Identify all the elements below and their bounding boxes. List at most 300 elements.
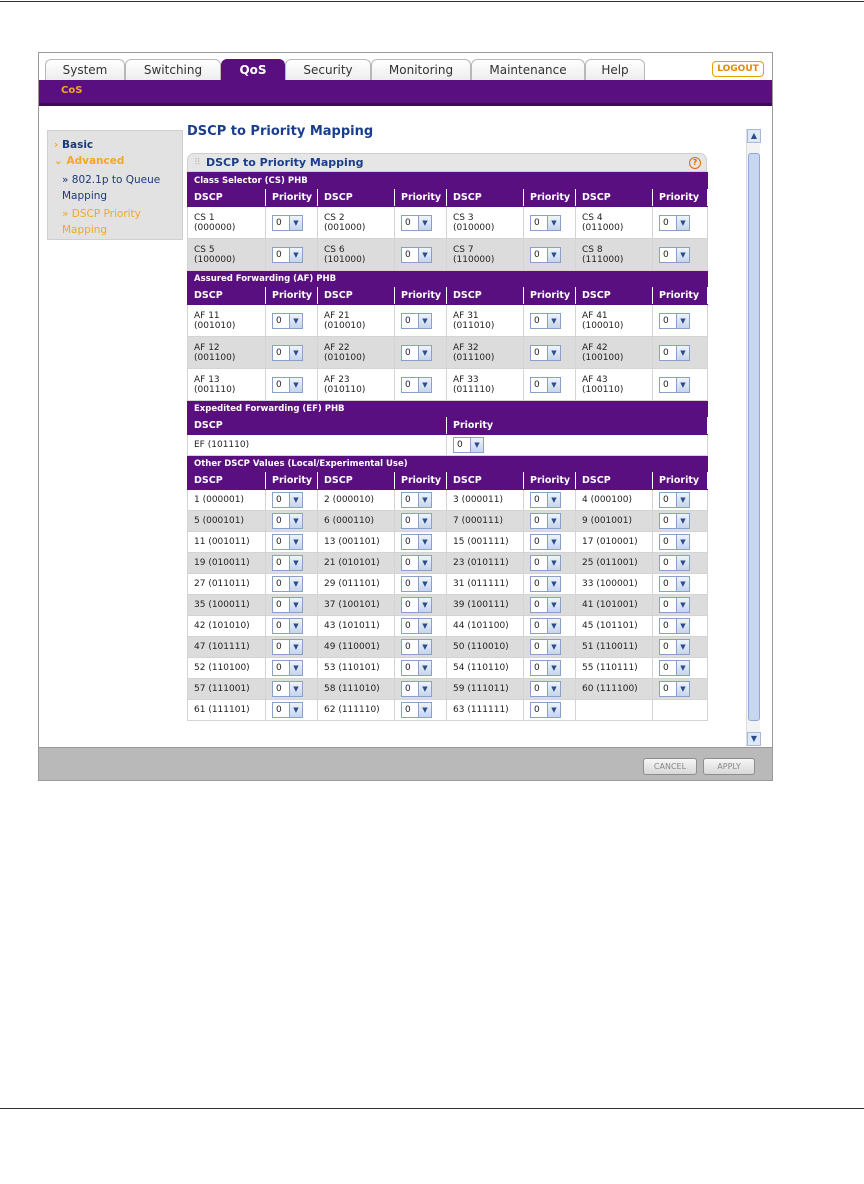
- dscp-cell: 29 (011101): [318, 574, 395, 595]
- table-row: [188, 616, 708, 637]
- dscp-column-header: DSCP: [576, 472, 653, 490]
- priority-cell: [395, 637, 447, 658]
- chevron-down-icon: ⌄: [54, 155, 67, 167]
- priority-select[interactable]: [401, 597, 432, 613]
- priority-cell: [266, 207, 318, 239]
- priority-cell: [653, 511, 708, 532]
- sidebar-item-8021p-queue-mapping[interactable]: » 802.1p to Queue Mapping: [62, 174, 161, 202]
- dscp-name: CS 1: [194, 212, 215, 223]
- dscp-cell: 19 (010011): [188, 553, 266, 574]
- priority-column-header: Priority: [266, 472, 318, 490]
- priority-cell: [266, 239, 318, 271]
- chevron-down-icon: ▼: [676, 682, 689, 696]
- section-title: Class Selector (CS) PHB: [188, 173, 708, 189]
- chevron-down-icon: ▼: [547, 577, 560, 591]
- dscp-cell: 33 (100001): [576, 574, 653, 595]
- priority-select[interactable]: [530, 377, 561, 393]
- priority-select[interactable]: [530, 345, 561, 361]
- dscp-binary: (100110): [582, 384, 624, 395]
- chevron-down-icon: ▼: [418, 248, 431, 262]
- table-row: [188, 490, 708, 511]
- priority-cell: [524, 700, 576, 721]
- priority-value: 0: [405, 558, 411, 568]
- priority-select[interactable]: [401, 215, 432, 231]
- dscp-cell: [447, 305, 524, 337]
- priority-select[interactable]: [659, 247, 690, 263]
- priority-value: 0: [276, 379, 282, 390]
- page-top-rule: [0, 1, 864, 2]
- chevron-down-icon: ▼: [676, 314, 689, 328]
- priority-select[interactable]: [272, 702, 303, 718]
- dscp-cell: 62 (111110): [318, 700, 395, 721]
- priority-column-header: Priority: [395, 189, 447, 207]
- priority-value: 0: [663, 621, 669, 631]
- priority-select[interactable]: [530, 618, 561, 634]
- help-icon[interactable]: ?: [689, 157, 701, 169]
- sidebar-item-basic[interactable]: › Basic: [54, 139, 94, 151]
- priority-value: 0: [405, 379, 411, 390]
- chevron-down-icon: ▼: [418, 493, 431, 507]
- table-row: [188, 305, 708, 337]
- dscp-cell: 23 (010111): [447, 553, 524, 574]
- chevron-down-icon: ▼: [547, 619, 560, 633]
- priority-value: 0: [534, 579, 540, 589]
- tab-security[interactable]: Security: [285, 59, 371, 81]
- subtab-cos[interactable]: CoS: [61, 85, 83, 96]
- priority-select[interactable]: [530, 534, 561, 550]
- priority-select[interactable]: [401, 377, 432, 393]
- dscp-cell: [576, 305, 653, 337]
- chevron-down-icon: ▼: [418, 598, 431, 612]
- tab-system[interactable]: System: [45, 59, 125, 81]
- priority-select[interactable]: [530, 597, 561, 613]
- dscp-cell: 27 (011011): [188, 574, 266, 595]
- priority-value: 0: [534, 315, 540, 326]
- chevron-down-icon: ▼: [418, 640, 431, 654]
- priority-select[interactable]: [272, 576, 303, 592]
- priority-select[interactable]: [530, 681, 561, 697]
- priority-cell: [395, 595, 447, 616]
- grip-icon: ⠿: [194, 158, 201, 168]
- dscp-name: AF 21: [324, 310, 350, 321]
- chevron-down-icon: ▼: [547, 346, 560, 360]
- chevron-down-icon: ▼: [289, 661, 302, 675]
- priority-cell: [653, 574, 708, 595]
- priority-cell: [395, 574, 447, 595]
- priority-select[interactable]: [659, 215, 690, 231]
- priority-select[interactable]: [401, 492, 432, 508]
- dscp-cell: [188, 305, 266, 337]
- table-row: [188, 532, 708, 553]
- priority-select[interactable]: [530, 702, 561, 718]
- priority-cell: [524, 490, 576, 511]
- scroll-thumb[interactable]: [748, 153, 760, 721]
- priority-select[interactable]: [530, 576, 561, 592]
- priority-select[interactable]: [272, 597, 303, 613]
- chevron-down-icon: ▼: [418, 378, 431, 392]
- vertical-scrollbar[interactable]: [746, 129, 760, 746]
- priority-value: 0: [405, 347, 411, 358]
- priority-column-header: Priority: [524, 472, 576, 490]
- dscp-cell: [318, 337, 395, 369]
- chevron-down-icon: ▼: [418, 216, 431, 230]
- ef-column-header-row: [188, 417, 708, 435]
- table-row: [188, 369, 708, 401]
- priority-value: 0: [534, 217, 540, 228]
- priority-select[interactable]: [272, 639, 303, 655]
- chevron-down-icon: ▼: [547, 703, 560, 717]
- dscp-column-header: DSCP: [188, 287, 266, 305]
- priority-select[interactable]: [530, 313, 561, 329]
- priority-value: 0: [534, 600, 540, 610]
- priority-select[interactable]: [272, 681, 303, 697]
- ef-section-header: [188, 401, 708, 417]
- dscp-name: CS 7: [453, 244, 474, 255]
- dscp-binary: (101000): [324, 254, 366, 265]
- priority-value: 0: [405, 315, 411, 326]
- dscp-name: CS 4: [582, 212, 603, 223]
- table-row: [188, 511, 708, 532]
- priority-cell: [266, 616, 318, 637]
- priority-cell: [653, 679, 708, 700]
- dscp-name: CS 2: [324, 212, 345, 223]
- dscp-binary: (010010): [324, 320, 366, 331]
- dscp-name: AF 31: [453, 310, 479, 321]
- priority-select[interactable]: [659, 576, 690, 592]
- dscp-cell: [576, 239, 653, 271]
- sidebar-item-advanced[interactable]: ⌄ Advanced: [54, 155, 125, 167]
- priority-cell: [524, 616, 576, 637]
- tab-monitoring[interactable]: Monitoring: [371, 59, 471, 81]
- priority-cell: [524, 637, 576, 658]
- priority-cell: [524, 511, 576, 532]
- dscp-name: AF 42: [582, 342, 608, 353]
- column-header-row: [188, 287, 708, 305]
- priority-cell: [524, 239, 576, 271]
- priority-value: 0: [405, 516, 411, 526]
- priority-select[interactable]: [659, 639, 690, 655]
- priority-select[interactable]: [272, 377, 303, 393]
- priority-value: 0: [276, 621, 282, 631]
- priority-value: 0: [405, 663, 411, 673]
- dscp-cell: 7 (000111): [447, 511, 524, 532]
- chevron-down-icon: ▼: [547, 682, 560, 696]
- dscp-cell: [447, 207, 524, 239]
- dscp-cell: [188, 239, 266, 271]
- dscp-binary: (100010): [582, 320, 624, 331]
- apply-button[interactable]: APPLY: [703, 758, 755, 775]
- dscp-cell: 41 (101001): [576, 595, 653, 616]
- priority-cell: [447, 435, 708, 456]
- chevron-down-icon: ▼: [470, 438, 483, 452]
- priority-column-header: Priority: [653, 472, 708, 490]
- priority-select[interactable]: [659, 597, 690, 613]
- dscp-binary: (111000): [582, 254, 624, 265]
- priority-value: 0: [405, 249, 411, 260]
- dscp-cell: 52 (110100): [188, 658, 266, 679]
- priority-value: 0: [534, 516, 540, 526]
- dscp-cell: [188, 207, 266, 239]
- app-window: [38, 52, 773, 781]
- priority-select[interactable]: [401, 660, 432, 676]
- dscp-cell: 59 (111011): [447, 679, 524, 700]
- priority-cell: [653, 532, 708, 553]
- logout-button[interactable]: LOGOUT: [712, 61, 764, 77]
- dscp-cell: 55 (110111): [576, 658, 653, 679]
- priority-value: 0: [405, 579, 411, 589]
- priority-cell: [524, 369, 576, 401]
- priority-cell: [395, 239, 447, 271]
- priority-select[interactable]: [659, 313, 690, 329]
- priority-select[interactable]: [272, 247, 303, 263]
- dscp-cell: [447, 239, 524, 271]
- chevron-down-icon: ▼: [676, 216, 689, 230]
- priority-select[interactable]: [401, 513, 432, 529]
- chevron-down-icon: ▼: [676, 640, 689, 654]
- priority-select[interactable]: [530, 492, 561, 508]
- priority-cell: [395, 700, 447, 721]
- priority-select[interactable]: [401, 681, 432, 697]
- priority-cell: [395, 553, 447, 574]
- dscp-column-header: DSCP: [318, 189, 395, 207]
- dscp-cell: 17 (010001): [576, 532, 653, 553]
- priority-value: 0: [405, 621, 411, 631]
- priority-cell: [266, 700, 318, 721]
- priority-select[interactable]: [530, 247, 561, 263]
- priority-select[interactable]: [272, 660, 303, 676]
- panel-title: DSCP to Priority Mapping: [206, 156, 364, 169]
- table-row: [188, 679, 708, 700]
- priority-value: 0: [663, 516, 669, 526]
- priority-value: 0: [276, 663, 282, 673]
- chevron-down-icon: ▼: [676, 493, 689, 507]
- chevron-down-icon: ▼: [676, 598, 689, 612]
- dscp-binary: (001100): [194, 352, 236, 363]
- dscp-cell: 50 (110010): [447, 637, 524, 658]
- priority-select[interactable]: [530, 215, 561, 231]
- tab-help[interactable]: Help: [585, 59, 645, 81]
- section-title: Expedited Forwarding (EF) PHB: [188, 401, 708, 417]
- priority-select[interactable]: [401, 639, 432, 655]
- chevron-down-icon: ▼: [289, 493, 302, 507]
- dscp-cell: 5 (000101): [188, 511, 266, 532]
- chevron-down-icon: ▼: [289, 216, 302, 230]
- chevron-down-icon: ▼: [676, 556, 689, 570]
- priority-select[interactable]: [530, 555, 561, 571]
- chevron-down-icon: ▼: [418, 703, 431, 717]
- dscp-column-header: DSCP: [447, 189, 524, 207]
- priority-cell: [266, 305, 318, 337]
- dscp-cell: 63 (111111): [447, 700, 524, 721]
- priority-cell: [395, 658, 447, 679]
- chevron-down-icon: ▼: [547, 216, 560, 230]
- priority-select[interactable]: [453, 437, 484, 453]
- dscp-cell: [318, 207, 395, 239]
- priority-select[interactable]: [659, 492, 690, 508]
- dscp-cell: 37 (100101): [318, 595, 395, 616]
- table-row: [188, 337, 708, 369]
- dscp-cell: [318, 305, 395, 337]
- dscp-binary: (011100): [453, 352, 495, 363]
- scroll-down-icon[interactable]: ▼: [747, 732, 761, 746]
- priority-value: 0: [276, 558, 282, 568]
- dscp-binary: (000000): [194, 222, 236, 233]
- priority-value: 0: [534, 347, 540, 358]
- dscp-column-header: DSCP: [188, 472, 266, 490]
- priority-select[interactable]: [272, 534, 303, 550]
- sidebar-item-dscp-priority-mapping[interactable]: » DSCP Priority Mapping: [62, 208, 141, 236]
- tab-switching[interactable]: Switching: [125, 59, 221, 81]
- priority-select[interactable]: [659, 660, 690, 676]
- chevron-down-icon: ▼: [547, 248, 560, 262]
- chevron-down-icon: ▼: [289, 640, 302, 654]
- priority-select[interactable]: [659, 513, 690, 529]
- dscp-name: AF 22: [324, 342, 350, 353]
- priority-cell: [395, 369, 447, 401]
- dscp-column-header: DSCP: [188, 417, 447, 435]
- dscp-cell: [447, 337, 524, 369]
- empty-cell: [576, 700, 653, 721]
- priority-select[interactable]: [401, 345, 432, 361]
- dscp-name: AF 11: [194, 310, 220, 321]
- chevron-down-icon: ▼: [289, 619, 302, 633]
- priority-select[interactable]: [659, 345, 690, 361]
- priority-cell: [395, 490, 447, 511]
- chevron-down-icon: ▼: [418, 619, 431, 633]
- priority-select[interactable]: [272, 555, 303, 571]
- chevron-down-icon: ▼: [676, 514, 689, 528]
- priority-value: 0: [534, 684, 540, 694]
- priority-value: 0: [663, 495, 669, 505]
- dscp-cell: 25 (011001): [576, 553, 653, 574]
- priority-select[interactable]: [272, 618, 303, 634]
- priority-value: 0: [276, 347, 282, 358]
- chevron-down-icon: ▼: [676, 619, 689, 633]
- table-row: [188, 239, 708, 271]
- priority-select[interactable]: [401, 247, 432, 263]
- priority-value: 0: [663, 642, 669, 652]
- priority-select[interactable]: [401, 534, 432, 550]
- priority-value: 0: [276, 684, 282, 694]
- dscp-name: CS 5: [194, 244, 215, 255]
- priority-select[interactable]: [659, 534, 690, 550]
- priority-cell: [524, 679, 576, 700]
- priority-select[interactable]: [272, 513, 303, 529]
- priority-select[interactable]: [659, 681, 690, 697]
- priority-select[interactable]: [401, 313, 432, 329]
- priority-cell: [653, 369, 708, 401]
- priority-cell: [524, 305, 576, 337]
- chevron-down-icon: ▼: [676, 378, 689, 392]
- priority-select[interactable]: [272, 492, 303, 508]
- priority-cell: [524, 574, 576, 595]
- priority-value: 0: [663, 579, 669, 589]
- priority-value: 0: [276, 249, 282, 260]
- cancel-button[interactable]: CANCEL: [643, 758, 697, 775]
- priority-cell: [653, 239, 708, 271]
- priority-select[interactable]: [272, 345, 303, 361]
- scroll-up-icon[interactable]: ▲: [747, 129, 761, 143]
- dscp-binary: (010100): [324, 352, 366, 363]
- priority-cell: [266, 490, 318, 511]
- column-header-row: [188, 472, 708, 490]
- chevron-down-icon: ▼: [289, 577, 302, 591]
- priority-cell: [395, 305, 447, 337]
- table-row: [188, 207, 708, 239]
- dscp-cell: [318, 239, 395, 271]
- chevron-down-icon: ▼: [418, 661, 431, 675]
- dscp-cell: 45 (101101): [576, 616, 653, 637]
- priority-select[interactable]: [272, 313, 303, 329]
- dscp-cell: 15 (001111): [447, 532, 524, 553]
- priority-select[interactable]: [659, 618, 690, 634]
- priority-value: 0: [276, 217, 282, 228]
- chevron-down-icon: ▼: [289, 346, 302, 360]
- priority-select[interactable]: [272, 215, 303, 231]
- page-title: DSCP to Priority Mapping: [187, 124, 374, 139]
- priority-value: 0: [663, 600, 669, 610]
- priority-value: 0: [276, 705, 282, 715]
- priority-cell: [266, 637, 318, 658]
- priority-cell: [653, 305, 708, 337]
- priority-cell: [395, 679, 447, 700]
- dscp-cell: 35 (100011): [188, 595, 266, 616]
- chevron-down-icon: ▼: [676, 535, 689, 549]
- priority-value: 0: [457, 440, 463, 450]
- chevron-down-icon: ▼: [547, 514, 560, 528]
- chevron-down-icon: ▼: [547, 493, 560, 507]
- priority-value: 0: [663, 315, 669, 326]
- priority-select[interactable]: [401, 555, 432, 571]
- dscp-cell: 42 (101010): [188, 616, 266, 637]
- priority-cell: [266, 369, 318, 401]
- priority-column-header: Priority: [524, 287, 576, 305]
- priority-value: 0: [663, 379, 669, 390]
- priority-select[interactable]: [530, 660, 561, 676]
- priority-value: 0: [663, 537, 669, 547]
- dscp-binary: (010000): [453, 222, 495, 233]
- priority-cell: [524, 207, 576, 239]
- dscp-cell: 43 (101011): [318, 616, 395, 637]
- priority-select[interactable]: [401, 618, 432, 634]
- priority-cell: [266, 679, 318, 700]
- dscp-column-header: DSCP: [188, 189, 266, 207]
- priority-cell: [524, 532, 576, 553]
- priority-select[interactable]: [530, 639, 561, 655]
- priority-select[interactable]: [659, 555, 690, 571]
- priority-column-header: Priority: [653, 287, 708, 305]
- priority-select[interactable]: [530, 513, 561, 529]
- dscp-cell: 47 (101111): [188, 637, 266, 658]
- dscp-cell: [576, 207, 653, 239]
- tab-qos[interactable]: QoS: [221, 59, 285, 82]
- priority-select[interactable]: [659, 377, 690, 393]
- dscp-name: CS 6: [324, 244, 345, 255]
- priority-value: 0: [405, 642, 411, 652]
- dscp-cell: [188, 369, 266, 401]
- priority-select[interactable]: [401, 576, 432, 592]
- dscp-cell: 9 (001001): [576, 511, 653, 532]
- priority-select[interactable]: [401, 702, 432, 718]
- priority-value: 0: [534, 663, 540, 673]
- dscp-binary: (011010): [453, 320, 495, 331]
- table-row: [188, 637, 708, 658]
- tab-maintenance[interactable]: Maintenance: [471, 59, 585, 81]
- priority-cell: [266, 337, 318, 369]
- dscp-name: AF 41: [582, 310, 608, 321]
- chevron-down-icon: ▼: [547, 640, 560, 654]
- priority-cell: [395, 511, 447, 532]
